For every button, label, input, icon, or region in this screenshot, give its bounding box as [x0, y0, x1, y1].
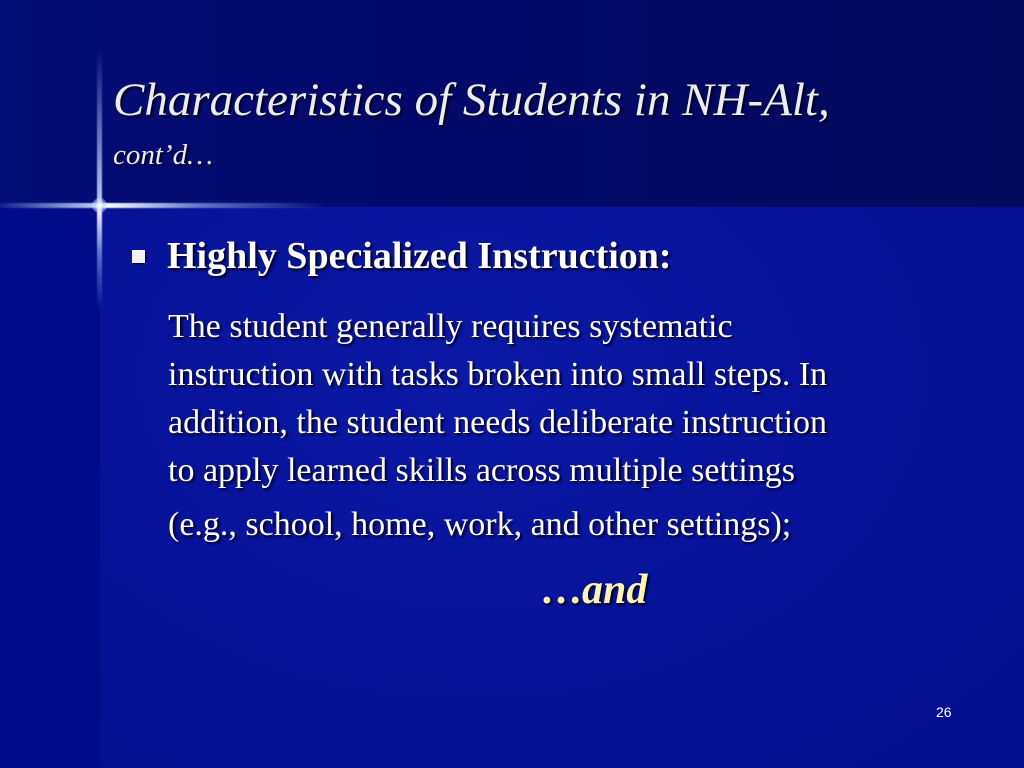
ellipsis: … — [540, 567, 582, 613]
body-line: to apply learned skills across multiple settings — [168, 452, 796, 489]
body-line: addition, the student needs deliberate instruction — [168, 404, 828, 441]
body-line: (e.g., school, home, work, and other settings); — [168, 506, 792, 543]
light-flare-horizontal — [0, 203, 330, 208]
bullet-item — [132, 232, 672, 280]
slide-title: Characteristics of Students in NH-Alt, — [113, 74, 830, 126]
page-number: 26 — [936, 704, 952, 720]
and-word: and — [582, 567, 648, 613]
slide-subtitle: cont’d… — [113, 139, 213, 171]
light-flare-vertical — [97, 50, 102, 310]
light-flare-core — [92, 198, 107, 213]
bullet-body — [168, 303, 968, 549]
body-line: The student generally requires systematic — [168, 308, 733, 345]
bullet-heading: Highly Specialized Instruction: — [167, 235, 672, 277]
square-bullet-icon — [132, 250, 145, 263]
and-continuation — [540, 564, 647, 616]
body-line: instruction with tasks broken into small steps. In — [168, 356, 828, 393]
